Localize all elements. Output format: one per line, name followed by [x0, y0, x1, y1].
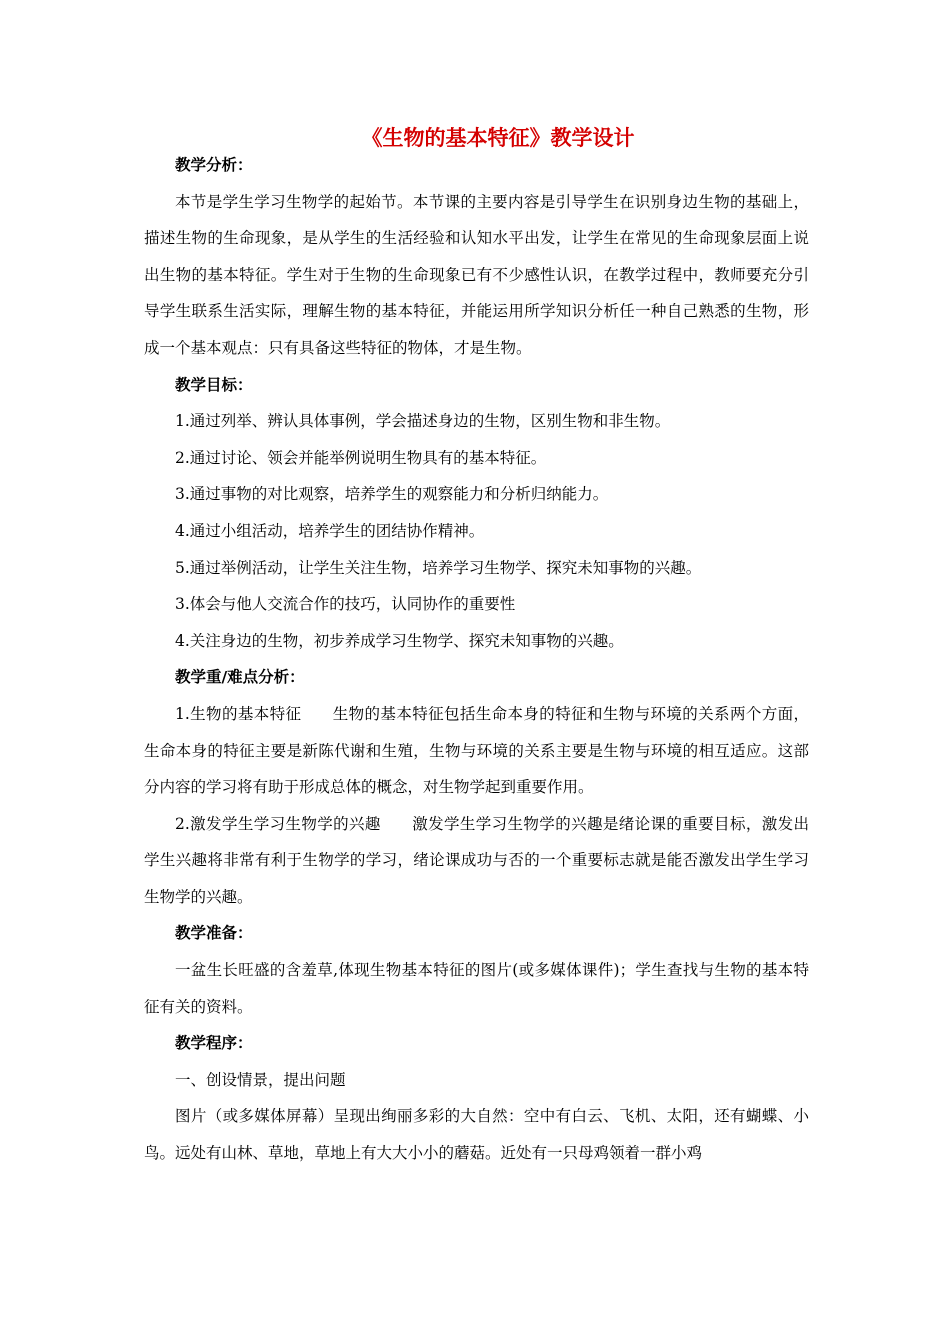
prep-paragraph: 一盆生长旺盛的含羞草,体现生物基本特征的图片(或多媒体课件)；学生查找与生物的基本特征有关的资料。: [144, 961, 809, 1016]
heading-goals: 教学目标：: [175, 375, 253, 394]
keypoint-label: 1.生物的基本特征: [175, 704, 302, 723]
procedure-paragraph: 图片（或多媒体屏幕）呈现出绚丽多彩的大自然：空中有白云、飞机、太阳，还有蝴蝶、小鸟。远处有山林、草地，草地上有大大小小的蘑菇。近处有一只母鸡领着一群小鸡: [144, 1107, 809, 1163]
keypoint-paragraph: [144, 806, 809, 916]
keypoint-label: 2.激发学生学习生物学的兴趣: [175, 814, 381, 833]
goal-item: 4.关注身边的生物，初步养成学习生物学、探究未知事物的兴趣。: [175, 631, 624, 650]
heading-keypoints: 教学重/难点分析：: [175, 668, 305, 687]
procedure-step-title: 一、创设情景，提出问题: [175, 1070, 346, 1089]
goal-item: 3.通过事物的对比观察，培养学生的观察能力和分析归纳能力。: [175, 485, 609, 504]
keypoint-text: 生物的基本特征包括生命本身的特征和生物与环境的关系两个方面，生命本身的特征主要是新陈代谢和生殖，生物与环境的关系主要是生物与环境的相互适应。这部分内容的学习将有助于形成总体的概念，对生物学起到重要作用。: [144, 704, 809, 797]
goal-item: 1.通过列举、辨认具体事例，学会描述身边的生物，区别生物和非生物。: [175, 412, 671, 431]
analysis-paragraph: 本节是学生学习生物学的起始节。本节课的主要内容是引导学生在识别身边生物的基础上，描述生物的生命现象，是从学生的生活经验和认知水平出发，让学生在常见的生命现象层面上说出生物的基本特征。学生对于生物的生命现象已有不少感性认识，在教学过程中，教师要充分引导学生联系生活实际，理解生物的基本特征，并能运用所学知识分析任一种自己熟悉的生物，形成一个基本观点：只有具备这些特征的物体，才是生物。: [144, 192, 809, 357]
heading-prep: 教学准备：: [175, 924, 253, 943]
heading-analysis: 教学分析：: [175, 156, 253, 174]
document-body: [144, 147, 809, 1172]
goal-item: 3.体会与他人交流合作的技巧，认同协作的重要性: [175, 595, 516, 614]
document-title: 《生物的基本特征》教学设计: [361, 126, 635, 150]
keypoint-paragraph: [144, 696, 809, 806]
heading-procedure: 教学程序：: [175, 1034, 253, 1053]
goal-item: 5.通过举例活动，让学生关注生物，培养学习生物学、探究未知事物的兴趣。: [175, 558, 702, 577]
keypoint-text: 激发学生学习生物学的兴趣是绪论课的重要目标，激发出学生兴趣将非常有利于生物学的学习，绪论课成功与否的一个重要标志就是能否激发出学生学习生物学的兴趣。: [144, 814, 809, 906]
goal-item: 4.通过小组活动，培养学生的团结协作精神。: [175, 521, 485, 540]
goal-item: 2.通过讨论、领会并能举例说明生物具有的基本特征。: [175, 448, 547, 467]
